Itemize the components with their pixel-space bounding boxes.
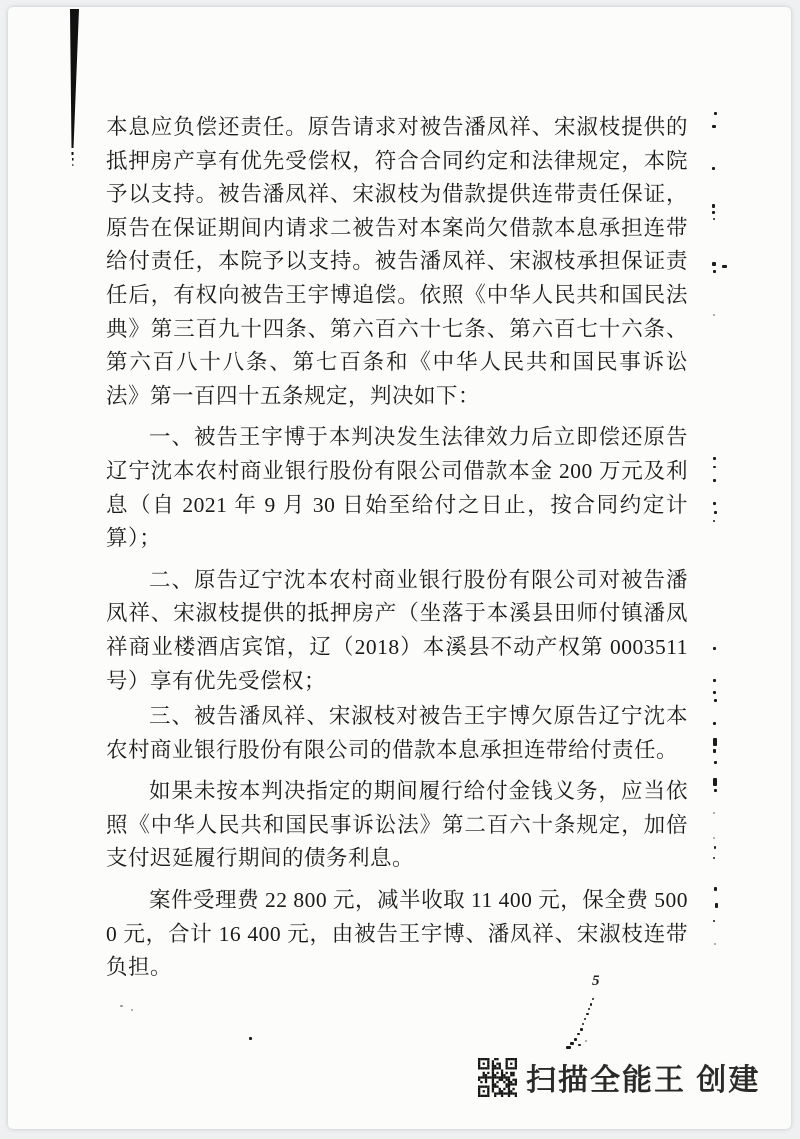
qr-code-icon — [478, 1058, 517, 1097]
judgment-text — [106, 111, 688, 985]
paragraph-ruling-item-2: 二、原告辽宁沈本农村商业银行股份有限公司对被告潘凤祥、宋淑枝提供的抵押房产（坐落于本溪县田师付镇潘凤祥商业楼酒店宾馆，辽（2018）本溪县不动产权第 0003511 号）享有优先受偿权； — [106, 567, 688, 693]
paragraph-court-fees: 案件受理费 22 800 元，减半收取 11 400 元，保全费 5000 元，合计 16 400 元，由被告王宇博、潘凤祥、宋淑枝连带负担。 — [106, 888, 688, 980]
paragraph-ruling-item-3: 三、被告潘凤祥、宋淑枝对被告王宇博欠原告辽宁沈本农村商业银行股份有限公司的借款本息承担连带给付责任。 — [106, 704, 688, 762]
document-page — [8, 7, 791, 1129]
paragraph-reasoning: 本息应负偿还责任。原告请求对被告潘凤祥、宋淑枝提供的抵押房产享有优先受偿权，符合合同约定和法律规定，本院予以支持。被告潘凤祥、宋淑枝为借款提供连带责任保证，原告在保证期间内请求二被告对本案尚欠借款本息承担连带给付责任，本院予以支持。被告潘凤祥、宋淑枝承担保证责任后，有权向被告王宇博追偿。依照《中华人民共和国民法典》第三百九十四条、第六百六十七条、第六百七十六条、第六百八十八条、第七百条和《中华人民共和国民事诉讼法》第一百四十五条规定，判决如下： — [106, 115, 688, 408]
ink-smudge-mark — [62, 7, 92, 177]
scanner-brand-text: 扫描全能王 创建 — [526, 1064, 761, 1097]
scanner-watermark — [478, 1055, 760, 1099]
paragraph-ruling-item-1: 一、被告王宇博于本判决发生法律效力后立即偿还原告辽宁沈本农村商业银行股份有限公司借款本金 200 万元及利息（自 2021 年 9 月 30 日始至给付之日止，按合同约定计算）； — [106, 425, 688, 551]
page-number: 5 — [592, 973, 600, 989]
paragraph-late-performance: 如果未按本判决指定的期间履行给付金钱义务，应当依照《中华人民共和国民事诉讼法》第二百六十条规定，加倍支付迟延履行期间的债务利息。 — [106, 779, 688, 871]
